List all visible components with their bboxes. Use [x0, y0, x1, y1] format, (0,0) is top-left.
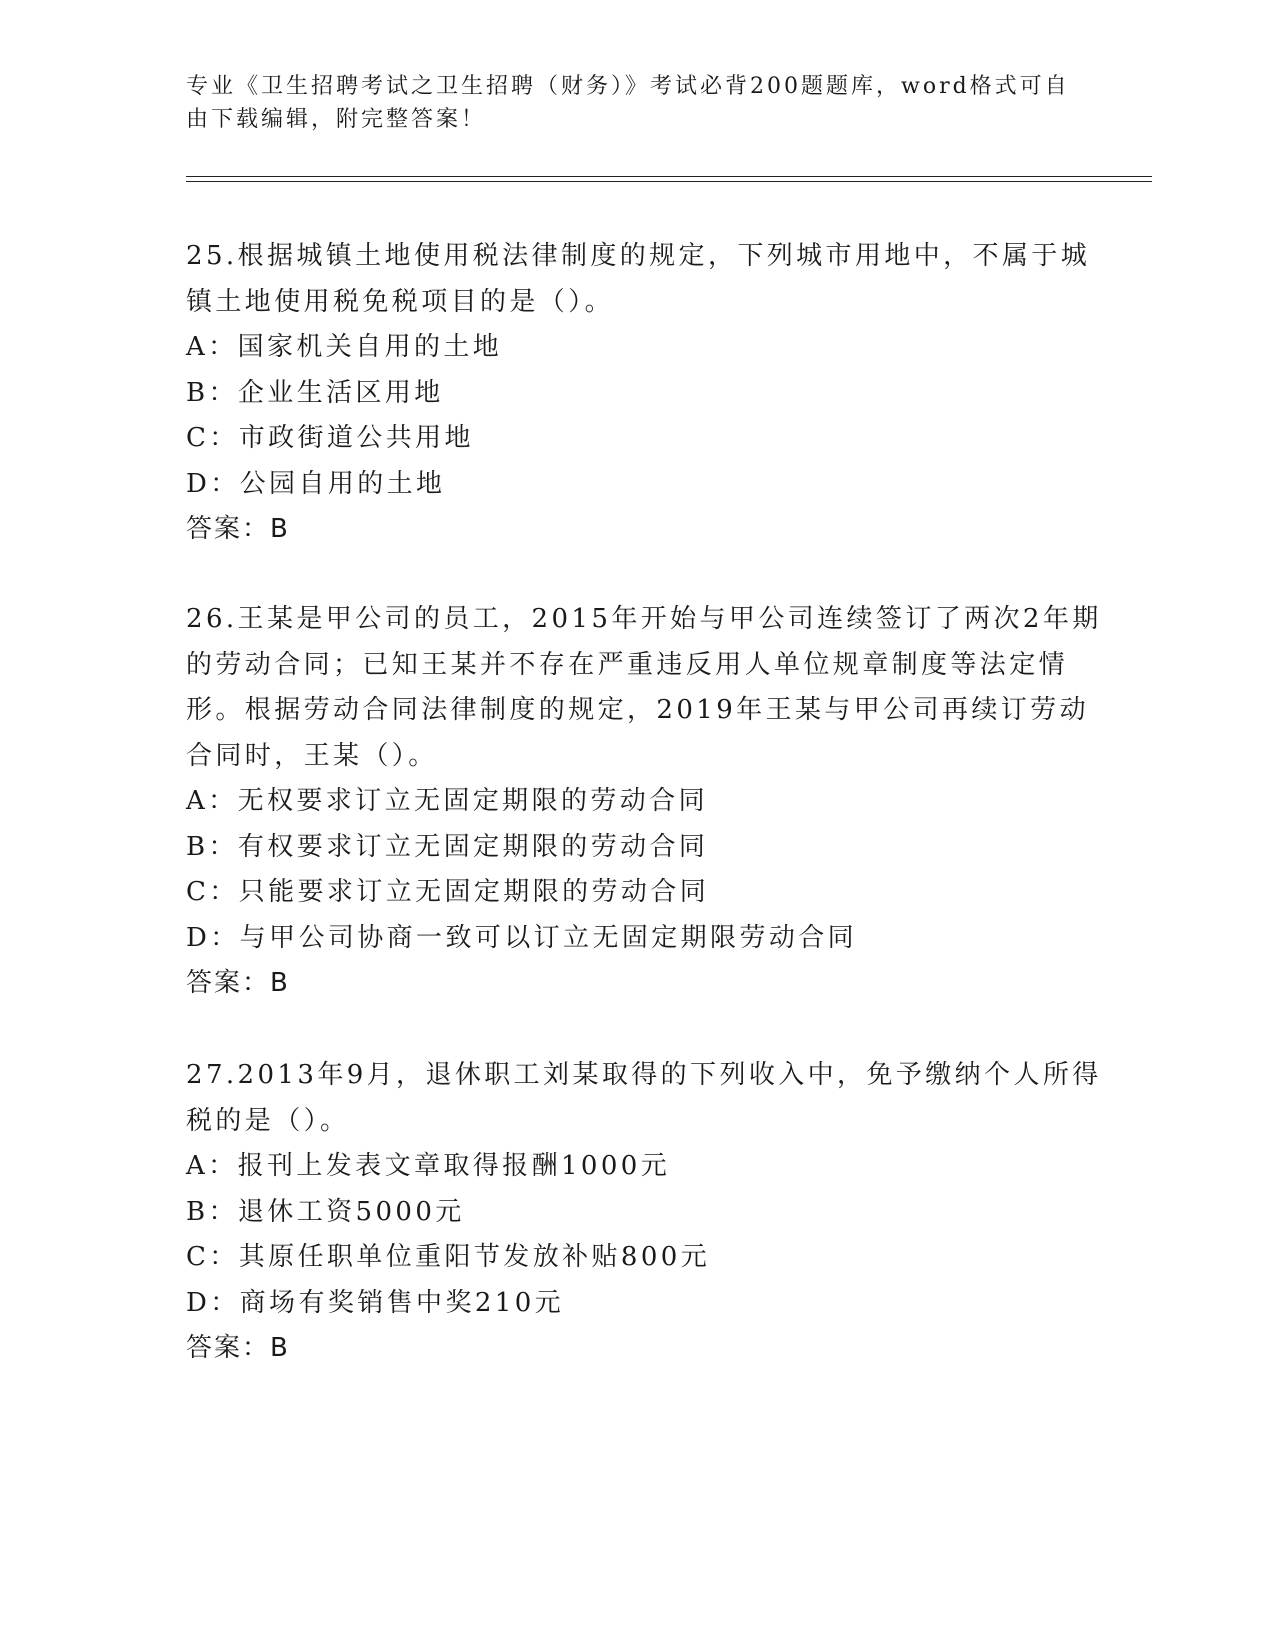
option-a: A：无权要求订立无固定期限的劳动合同 — [186, 786, 708, 816]
option-b: B：退休工资5000元 — [186, 1196, 465, 1227]
header-line-2: 由下载编辑，附完整答案！ — [186, 107, 487, 132]
option-b: B：企业生活区用地 — [186, 377, 444, 408]
option-d: D：与甲公司协商一致可以订立无固定期限劳动合同 — [186, 922, 858, 953]
option-d: D：公园自用的土地 — [186, 468, 446, 499]
header-divider-bottom — [186, 181, 1152, 182]
option-d: D：商场有奖销售中奖210元 — [186, 1287, 565, 1318]
question-text-line: 合同时，王某（）。 — [186, 740, 438, 771]
answer-line: 答案：B — [186, 968, 290, 998]
option-a: A：报刊上发表文章取得报酬1000元 — [186, 1151, 671, 1181]
answer-line: 答案：B — [186, 1333, 290, 1363]
option-c: C：其原任职单位重阳节发放补贴800元 — [186, 1242, 711, 1272]
question-text-line: 26.王某是甲公司的员工，2015年开始与甲公司连续签订了两次2年期 — [186, 604, 1102, 634]
header-divider-top — [186, 176, 1152, 177]
document-header — [186, 70, 1086, 136]
question-26 — [186, 597, 1102, 1007]
question-text-line: 25.根据城镇土地使用税法律制度的规定，下列城市用地中，不属于城 — [186, 241, 1091, 271]
header-line-1: 专业《卫生招聘考试之卫生招聘（财务）》考试必背200题题库，word格式可自 — [186, 74, 1070, 99]
option-c: C：只能要求订立无固定期限的劳动合同 — [186, 877, 710, 907]
question-text-line: 税的是（）。 — [186, 1105, 350, 1136]
question-text-line: 的劳动合同；已知王某并不存在严重违反用人单位规章制度等法定情 — [186, 649, 1069, 680]
question-25 — [186, 234, 1091, 553]
option-a: A：国家机关自用的土地 — [186, 332, 503, 362]
option-c: C：市政街道公共用地 — [186, 423, 474, 453]
question-text-line: 27.2013年9月，退休职工刘某取得的下列收入中，免予缴纳个人所得 — [186, 1060, 1102, 1090]
question-text-line: 形。根据劳动合同法律制度的规定，2019年王某与甲公司再续订劳动 — [186, 695, 1089, 725]
question-text-line: 镇土地使用税免税项目的是（）。 — [186, 286, 615, 317]
question-27 — [186, 1053, 1102, 1372]
option-b: B：有权要求订立无固定期限的劳动合同 — [186, 831, 709, 862]
answer-line: 答案：B — [186, 514, 290, 544]
